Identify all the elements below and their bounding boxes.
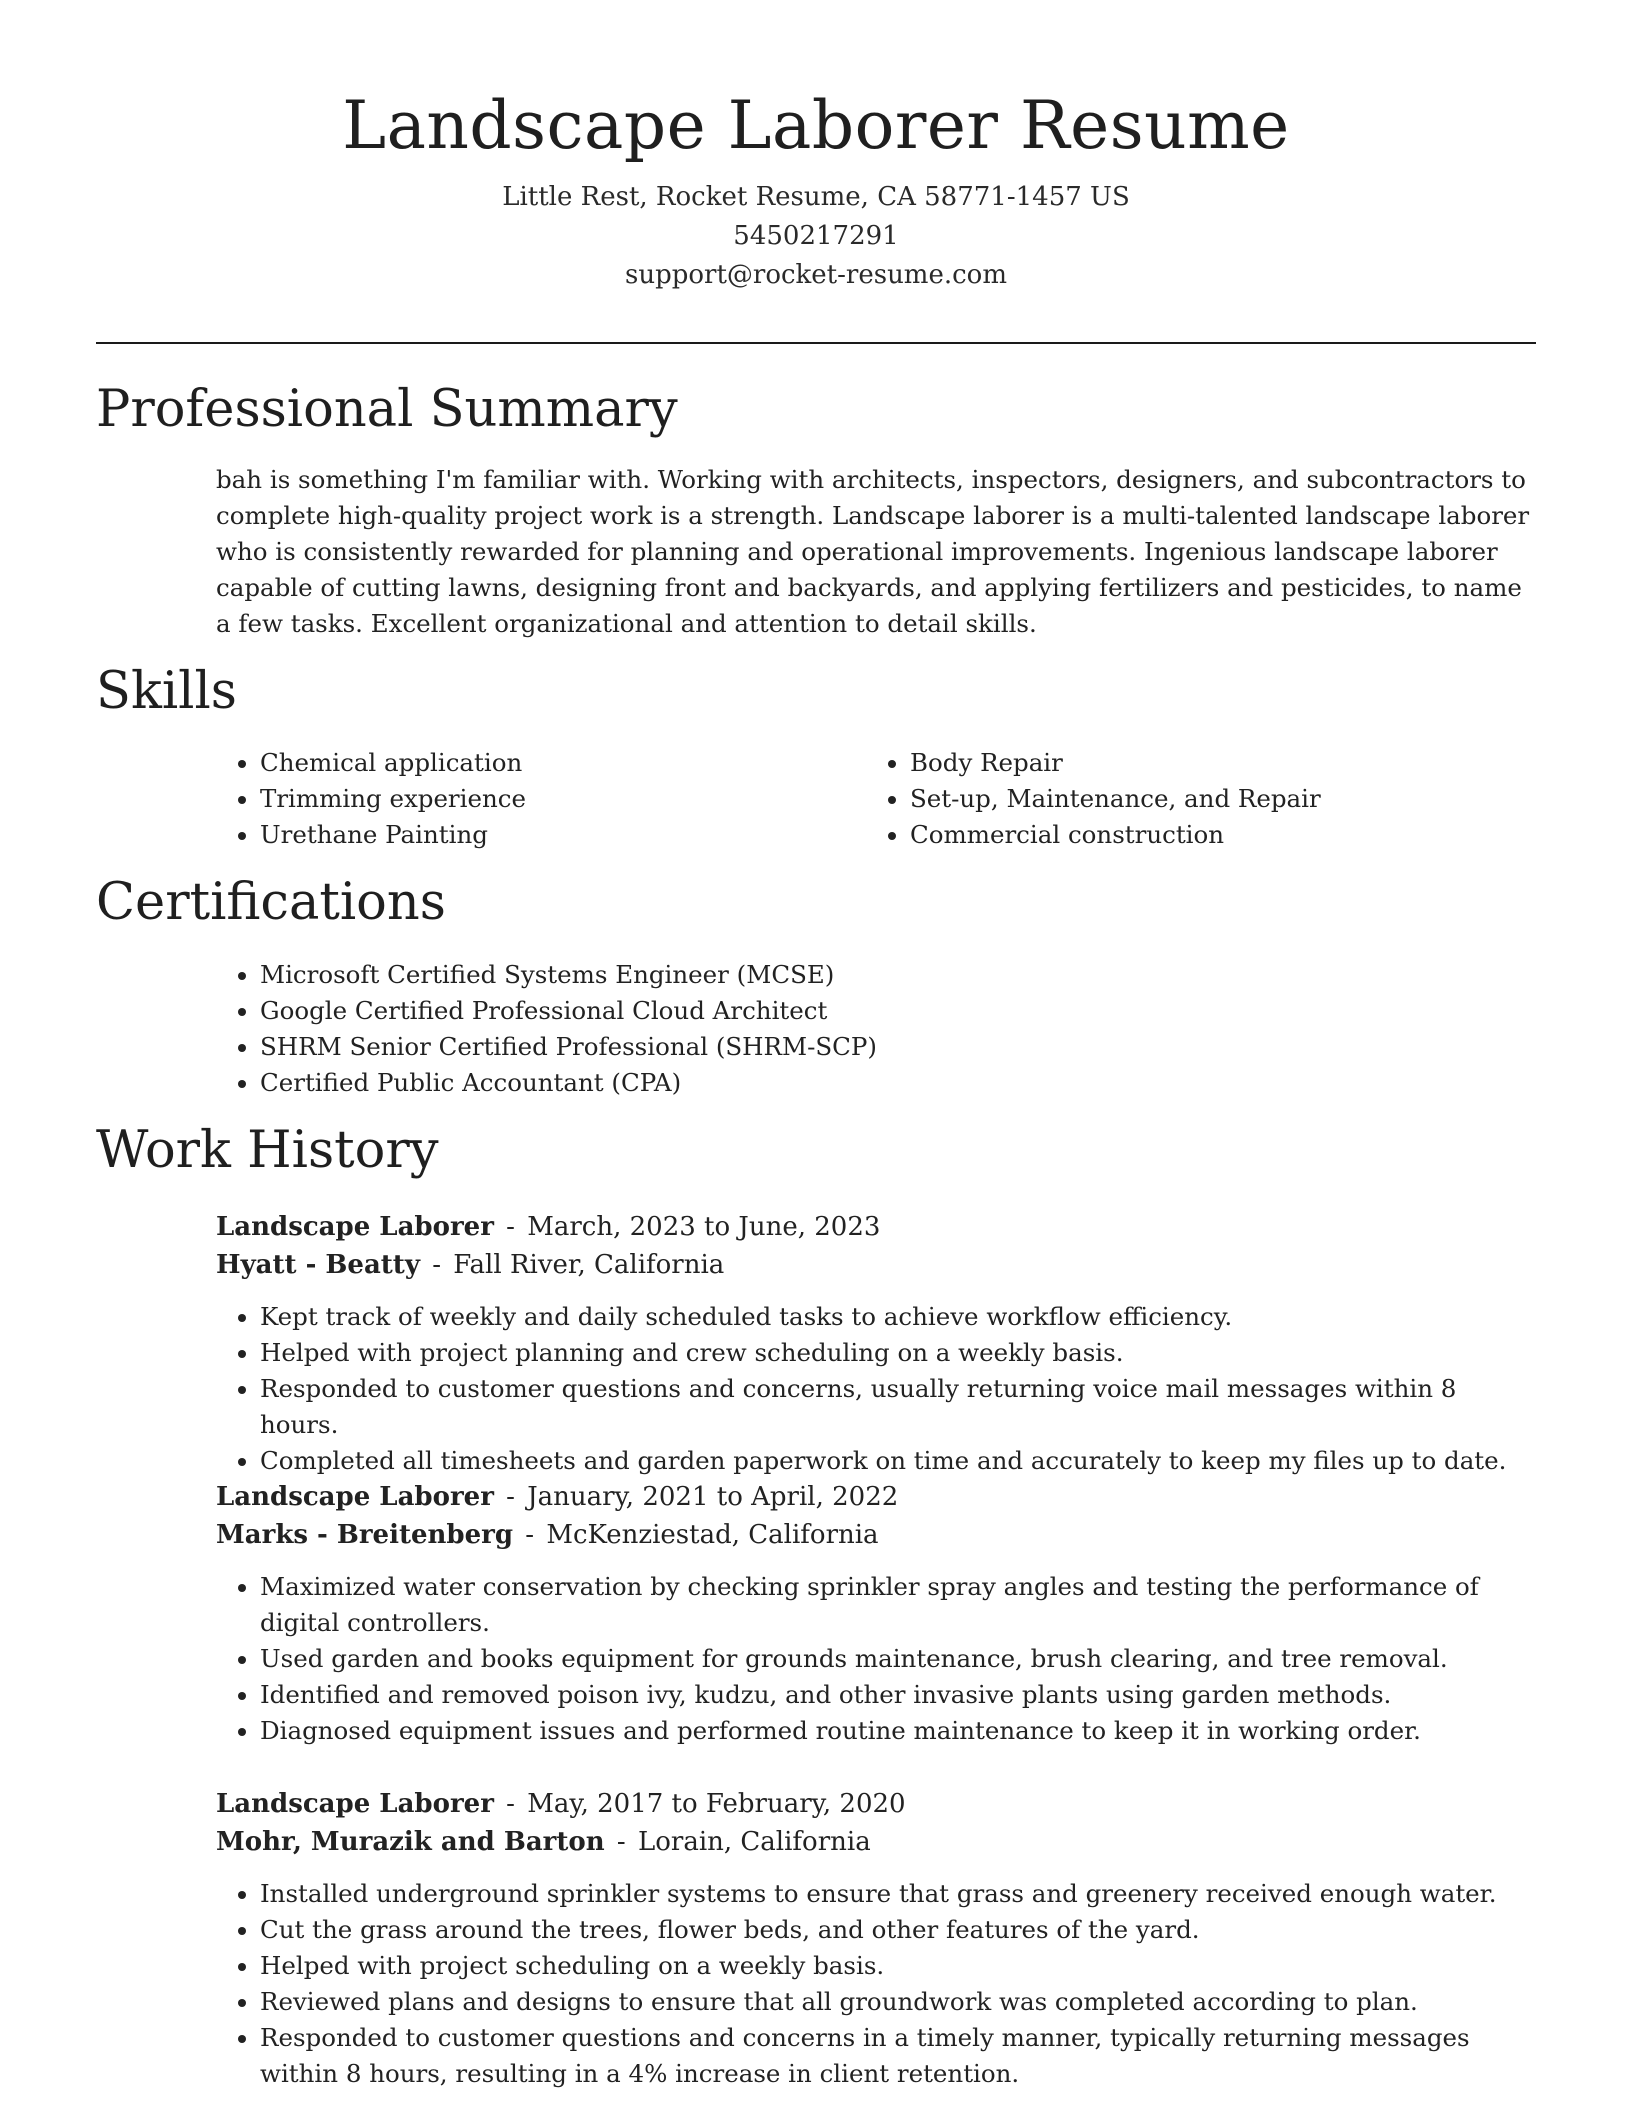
job-company-line: Hyatt - Beatty - Fall River, California: [216, 1250, 725, 1280]
certification-item: • Certified Public Accountant (CPA): [260, 1065, 1536, 1101]
job-title: Landscape Laborer: [216, 1482, 494, 1512]
job-entry: [216, 1785, 1536, 2092]
header-divider: [96, 342, 1536, 344]
job-title-line: Landscape Laborer - January, 2021 to April, 2022: [216, 1482, 899, 1512]
job-company: Marks - Breitenberg: [216, 1520, 514, 1550]
job-location: Fall River, California: [453, 1250, 725, 1280]
skills-column-left: [216, 745, 866, 853]
job-bullet: • Kept track of weekly and daily scheduled tasks to achieve workflow efficiency.: [260, 1299, 1536, 1335]
job-bullet: • Maximized water conservation by checking sprinkler spray angles and testing the performance of digital controllers.: [260, 1569, 1536, 1641]
address: Little Rest, Rocket Resume, CA 58771-1457 US: [502, 182, 1130, 212]
certifications-heading: Certifications: [96, 873, 446, 932]
skill-item: • Set-up, Maintenance, and Repair: [910, 781, 1516, 817]
job-company: Hyatt - Beatty: [216, 1250, 420, 1280]
summary-heading: Professional Summary: [96, 380, 678, 439]
work-history-heading: Work History: [96, 1121, 439, 1180]
job-bullet: • Completed all timesheets and garden paperwork on time and accurately to keep my files up to date.: [260, 1443, 1536, 1479]
job-company: Mohr, Murazik and Barton: [216, 1827, 605, 1857]
job-bullet: • Cut the grass around the trees, flower beds, and other features of the yard.: [260, 1912, 1536, 1948]
job-title: Landscape Laborer: [216, 1212, 494, 1242]
job-location: Lorain, California: [637, 1827, 871, 1857]
job-entry: [216, 1478, 1536, 1749]
job-title-line: Landscape Laborer - March, 2023 to June, 2023: [216, 1212, 881, 1242]
job-bullet: • Helped with project scheduling on a weekly basis.: [260, 1948, 1536, 1984]
skill-item: • Commercial construction: [910, 817, 1516, 853]
job-bullets: [216, 1299, 1536, 1479]
certification-item: • Microsoft Certified Systems Engineer (MCSE): [260, 957, 1536, 993]
job-bullet: • Helped with project planning and crew scheduling on a weekly basis.: [260, 1335, 1536, 1371]
job-bullet: • Installed underground sprinkler systems to ensure that grass and greenery received enough water.: [260, 1876, 1536, 1912]
job-bullet: • Responded to customer questions and concerns, usually returning voice mail messages within 8 hours.: [260, 1371, 1536, 1443]
job-company-line: Marks - Breitenberg - McKenziestad, California: [216, 1520, 879, 1550]
resume-title: Landscape Laborer Resume: [342, 87, 1290, 164]
job-bullet: • Used garden and books equipment for grounds maintenance, brush clearing, and tree removal.: [260, 1641, 1536, 1677]
skills-column-right: [866, 745, 1516, 853]
phone: 5450217291: [733, 221, 899, 251]
resume-header: [0, 0, 1632, 295]
job-bullet: • Identified and removed poison ivy, kudzu, and other invasive plants using garden methods.: [260, 1677, 1536, 1713]
certifications-list: [216, 957, 1536, 1101]
summary-text: bah is something I'm familiar with. Working with architects, inspectors, designers, and subcontractors to complete high-quality project work is a strength. Landscape laborer is a multi-talented landscape laborer who is consistently rewarded for planning and operational improvements. Ingenious landscape laborer capable of cutting lawns, designing front and backyards, and applying fertilizers and pesticides, to name a few tasks. Excellent organizational and attention to detail skills.: [216, 465, 1530, 638]
job-bullet: • Reviewed plans and designs to ensure that all groundwork was completed according to plan.: [260, 1984, 1536, 2020]
skill-item: • Trimming experience: [260, 781, 866, 817]
job-bullets: [216, 1876, 1536, 2092]
skill-item: • Body Repair: [910, 745, 1516, 781]
job-bullet: • Diagnosed equipment issues and performed routine maintenance to keep it in working order.: [260, 1713, 1536, 1749]
job-bullet: • Responded to customer questions and concerns in a timely manner, typically returning messages within 8 hours, resulting in a 4% increase in client retention.: [260, 2020, 1536, 2092]
skill-item: • Urethane Painting: [260, 817, 866, 853]
job-location: McKenziestad, California: [546, 1520, 879, 1550]
job-bullets: [216, 1569, 1536, 1749]
certification-item: • SHRM Senior Certified Professional (SHRM-SCP): [260, 1029, 1536, 1065]
job-dates: March, 2023 to June, 2023: [527, 1212, 881, 1242]
job-entry: [216, 1208, 1536, 1479]
skills-heading: Skills: [96, 662, 237, 721]
job-dates: January, 2021 to April, 2022: [527, 1482, 899, 1512]
job-title-line: Landscape Laborer - May, 2017 to February, 2020: [216, 1789, 906, 1819]
job-company-line: Mohr, Murazik and Barton - Lorain, California: [216, 1827, 871, 1857]
contact-block: [0, 178, 1632, 295]
certification-item: • Google Certified Professional Cloud Architect: [260, 993, 1536, 1029]
job-dates: May, 2017 to February, 2020: [527, 1789, 906, 1819]
skill-item: • Chemical application: [260, 745, 866, 781]
skills-list: [216, 745, 1536, 853]
job-title: Landscape Laborer: [216, 1789, 494, 1819]
email: support@rocket-resume.com: [624, 260, 1007, 290]
